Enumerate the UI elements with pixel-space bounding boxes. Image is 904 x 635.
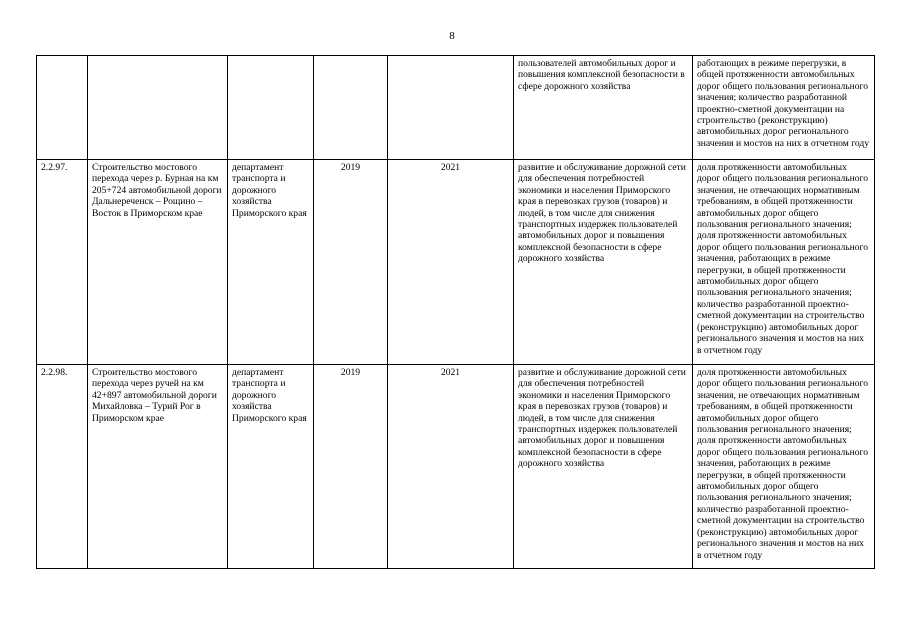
cell-start-year: [314, 56, 388, 160]
cell-indicators: работающих в режиме перегрузки, в общей протяженности автомобильных дорог общего пользования регионального значения; количество разработанной проектно-сметной документации на строительство (реконструкцию) автомобильных дорог регионального значения и мостов на них в отчетном году: [693, 56, 875, 160]
cell-end-year: 2021: [388, 160, 514, 365]
cell-number: 2.2.97.: [37, 160, 88, 365]
cell-number: 2.2.98.: [37, 365, 88, 569]
cell-start-year: 2019: [314, 365, 388, 569]
cell-end-year: [388, 56, 514, 160]
cell-name: [88, 56, 228, 160]
cell-indicators: доля протяженности автомобильных дорог общего пользования регионального значения, не отвечающих нормативным требованиям, в общей протяженности автомобильных дорог общего пользования регионального значения; доля протяженности автомобильных дорог общего пользования регионального значения, работающих в режиме перегрузки, в общей протяженности автомобильных дорог общего пользования регионального значения; количество разработанной проектно-сметной документации на строительство (реконструкцию) автомобильных дорог регионального значения и мостов на них в отчетном году: [693, 160, 875, 365]
cell-executor: департамент транспорта и дорожного хозяйства Приморского края: [228, 365, 314, 569]
cell-executor: [228, 56, 314, 160]
cell-name: Строительство мостового перехода через ручей на км 42+897 автомобильной дороги Михайловка – Турий Рог в Приморском крае: [88, 365, 228, 569]
table-row: [37, 160, 875, 365]
cell-goal: развитие и обслуживание дорожной сети для обеспечения потребностей экономики и населения Приморского края в перевозках грузов (товаров) и людей, в том числе для снижения транспортных издержек пользователей автомобильных дорог и повышения комплексной безопасности в сфере дорожного хозяйства: [514, 365, 693, 569]
cell-goal: развитие и обслуживание дорожной сети для обеспечения потребностей экономики и населения Приморского края в перевозках грузов (товаров) и людей, в том числе для снижения транспортных издержек пользователей автомобильных дорог и повышения комплексной безопасности в сфере дорожного хозяйства: [514, 160, 693, 365]
cell-number: [37, 56, 88, 160]
cell-executor: департамент транспорта и дорожного хозяйства Приморского края: [228, 160, 314, 365]
measures-table: [36, 55, 875, 569]
cell-goal: пользователей автомобильных дорог и повышения комплексной безопасности в сфере дорожного хозяйства: [514, 56, 693, 160]
page-number: 8: [449, 30, 455, 42]
table-row-continuation: [37, 56, 875, 160]
cell-start-year: 2019: [314, 160, 388, 365]
cell-indicators: доля протяженности автомобильных дорог общего пользования регионального значения, не отвечающих нормативным требованиям, в общей протяженности автомобильных дорог общего пользования регионального значения; доля протяженности автомобильных дорог общего пользования регионального значения, работающих в режиме перегрузки, в общей протяженности автомобильных дорог общего пользования регионального значения; количество разработанной проектно-сметной документации на строительство (реконструкцию) автомобильных дорог регионального значения и мостов на них в отчетном году: [693, 365, 875, 569]
cell-name: Строительство мостового перехода через р. Бурная на км 205+724 автомобильной дороги Дальнереченск – Рощино – Восток в Приморском крае: [88, 160, 228, 365]
table-row: [37, 365, 875, 569]
cell-end-year: 2021: [388, 365, 514, 569]
